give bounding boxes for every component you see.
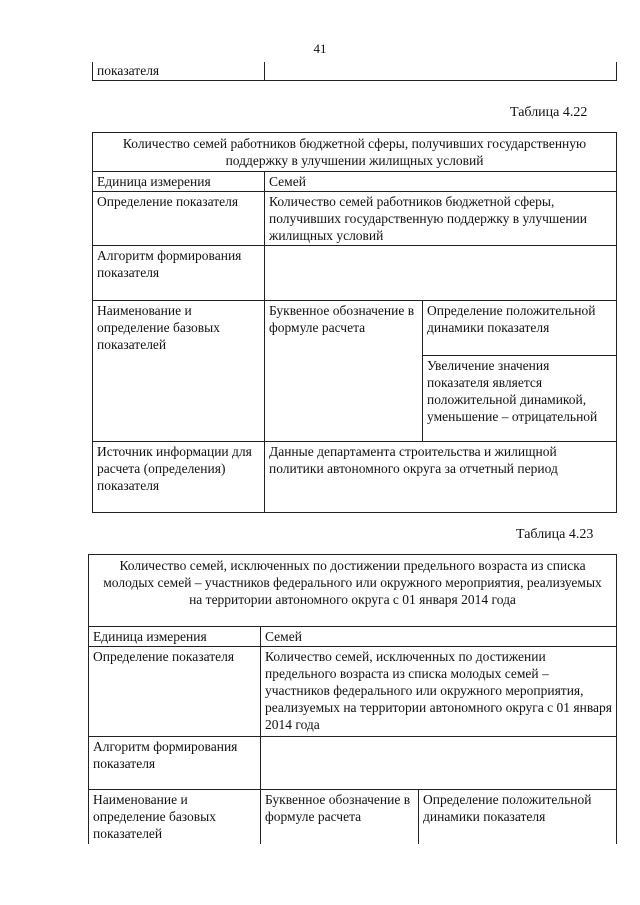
letter-designation-label: Буквенное обозначение в формуле расчета (265, 301, 423, 442)
algorithm-label: Алгоритм формирования показателя (89, 737, 261, 790)
letter-designation-label: Буквенное обозначение в формуле расчета (261, 790, 419, 844)
source-value: Данные департамента строительства и жилищной политики автономного округа за отчетный период (265, 442, 617, 513)
definition-label: Определение показателя (93, 192, 265, 246)
unit-value: Семей (261, 627, 617, 647)
base-indicators-label: Наименование и определение базовых показателей (89, 790, 261, 844)
unit-label: Единица измерения (89, 627, 261, 647)
source-label: Источник информации для расчета (определения) показателя (93, 442, 265, 513)
algorithm-label: Алгоритм формирования показателя (93, 246, 265, 301)
definition-value: Количество семей, исключенных по достижении предельного возраста из списка молодых семей – участников федерального или окружного мероприятия, реализуемых на территории автономного округа с 01 января 2014 года (261, 647, 617, 737)
page-number: 41 (313, 41, 327, 56)
dynamics-value: Увеличение значения показателя является положительной динамикой, уменьшение – отрицательной (423, 356, 617, 442)
previous-table-cell (265, 62, 617, 81)
previous-table-fragment (92, 62, 617, 81)
unit-label: Единица измерения (93, 172, 265, 192)
table-4-22 (92, 132, 617, 513)
definition-value: Количество семей работников бюджетной сферы, получивших государственную поддержку в улучшении жилищных условий (265, 192, 617, 246)
base-indicators-label: Наименование и определение базовых показателей (93, 301, 265, 442)
algorithm-value (265, 246, 617, 301)
dynamics-label: Определение положительной динамики показателя (419, 790, 617, 844)
table-caption: Таблица 4.22 (510, 105, 588, 120)
algorithm-value (261, 737, 617, 790)
previous-table-cell: показателя (93, 62, 265, 81)
unit-value: Семей (265, 172, 617, 192)
dynamics-label: Определение положительной динамики показателя (423, 301, 617, 356)
table-title: Количество семей работников бюджетной сферы, получивших государственную поддержку в улучшении жилищных условий (93, 133, 617, 172)
table-caption: Таблица 4.23 (516, 527, 594, 542)
table-4-23 (88, 554, 617, 844)
definition-label: Определение показателя (89, 647, 261, 737)
table-title: Количество семей, исключенных по достижении предельного возраста из списка молодых семей – участников федерального или окружного мероприятия, реализуемых на территории автономного округа с 01 января 2014 года (89, 555, 617, 627)
